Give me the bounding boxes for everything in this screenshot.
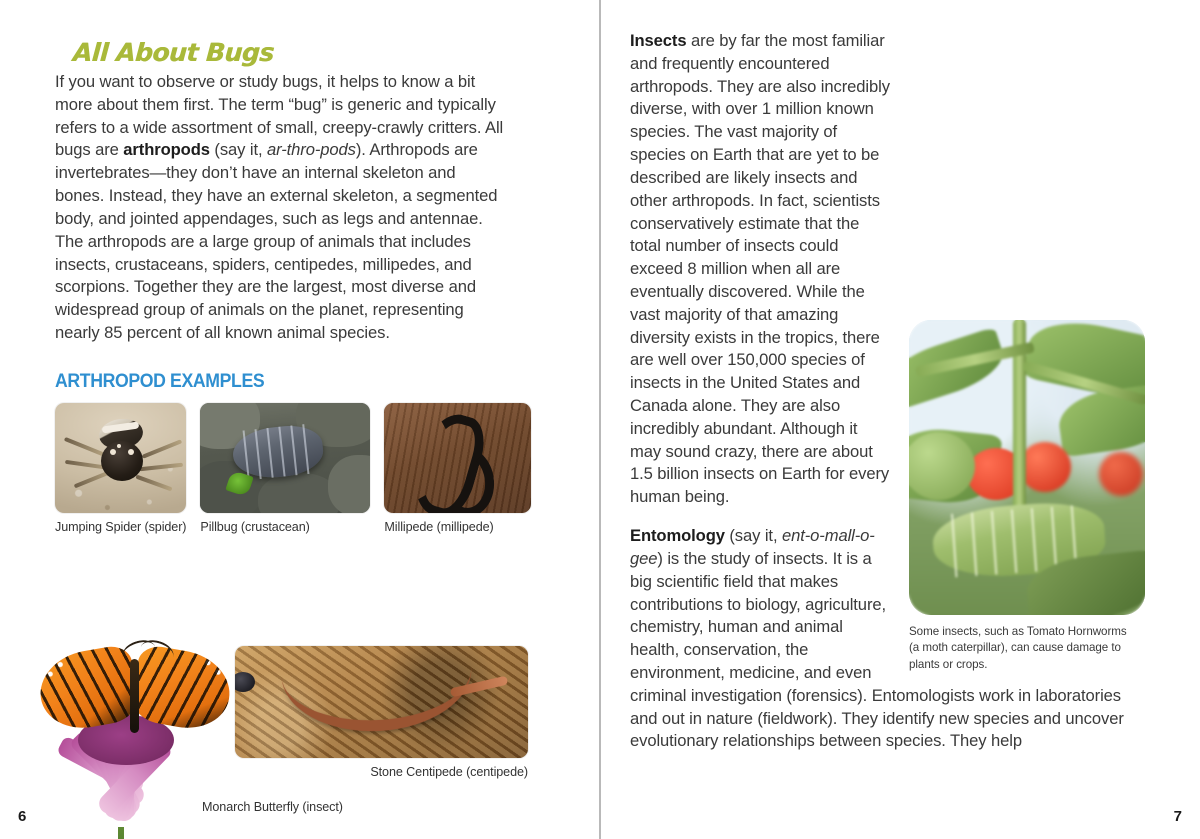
term-entomology: Entomology bbox=[630, 526, 725, 546]
paragraph-text: are by far the most familiar and frequently encountered arthropods. They are also incredibly diverse, with over 1 million known species. The vast majority of species on Earth that are yet to be described are likely insects and other arthropods. In fact, scientists conservatively estimate that the total number of insects could exceed 8 million when all are eventually discovered. While the vast majority of that amazing diversity exists in the tropics, there are well over 150,000 species of insects in the United States and Canada alone. They are also incredibly abundant. Although it may sound crazy, there are about 1.5 billion insects on Earth for every human being. bbox=[630, 31, 890, 507]
page-number-right: 7 bbox=[1173, 808, 1182, 825]
figure-stone-centipede bbox=[235, 646, 528, 779]
figure-caption: Jumping Spider (spider) bbox=[55, 519, 187, 534]
figure-caption: Monarch Butterfly (insect) bbox=[202, 800, 343, 814]
arthropod-photo-row-1 bbox=[55, 403, 570, 534]
figure-monarch-butterfly bbox=[22, 645, 343, 839]
page-number-left: 6 bbox=[18, 808, 27, 825]
millipede-photo bbox=[384, 403, 531, 513]
pillbug-photo bbox=[200, 403, 370, 513]
figure-caption: Pillbug (crustacean) bbox=[200, 519, 310, 534]
section-heading-arthropod-examples: ARTHROPOD EXAMPLES bbox=[55, 370, 265, 392]
paragraph-text-2: (say it, bbox=[209, 140, 267, 160]
page-title: All About Bugs bbox=[71, 38, 275, 67]
pronunciation-arthropods: ar-thro-pods bbox=[266, 140, 356, 160]
stone-centipede-photo bbox=[235, 646, 528, 758]
paragraph-text-1: (say it, bbox=[724, 526, 782, 546]
figure-pillbug bbox=[200, 403, 370, 534]
paragraph-text-3: ). Arthropods are invertebrates—they don’t have an internal skeleton and bones. Instead, they have an external skeleton, a segmented body, and jointed appendages, such as legs and antennae. The arthropods are a large group of animals that includes insects, crustaceans, spiders, centipedes, millipedes, and scorpions. Together they are the largest, most diverse and widespread group of animals on the planet, representing nearly 85 percent of all known animal species. bbox=[55, 140, 498, 342]
tomato-hornworm-photo bbox=[909, 320, 1145, 615]
page-gutter bbox=[599, 0, 601, 839]
figure-tomato-hornworm bbox=[909, 320, 1145, 673]
figure-millipede bbox=[384, 403, 531, 534]
photo-caption: Some insects, such as Tomato Hornworms (a moth caterpillar), can cause damage to plants or crops. bbox=[909, 625, 1127, 671]
right-page bbox=[600, 0, 1200, 839]
jumping-spider-photo bbox=[55, 403, 186, 513]
term-insects: Insects bbox=[630, 31, 687, 50]
pronunciation-entomology: ent-o-mall-o-gee bbox=[630, 526, 875, 568]
left-body-paragraph bbox=[55, 71, 507, 345]
figure-caption: Stone Centipede (centipede) bbox=[370, 765, 528, 779]
figure-caption: Millipede (millipede) bbox=[384, 519, 494, 534]
paragraph-text-1: If you want to observe or study bugs, it helps to know a bit more about them first. The term “bug” is generic and typically refers to a wide assortment of small, creepy-crawly critters. All bugs are bbox=[55, 72, 504, 160]
paragraph-text-2: ) is the study of insects. It is a big scientific field that makes contributions to biology, agriculture, chemistry, human and animal health, conservation, the environment, medicine, and even criminal investigation (forensics). Entomologists work in laboratories and out in nature (fieldwork). They identify new species and uncover evolutionary relationships between species. They help bbox=[630, 548, 1124, 751]
figure-jumping-spider bbox=[55, 403, 186, 534]
term-arthropods: arthropods bbox=[123, 140, 210, 160]
